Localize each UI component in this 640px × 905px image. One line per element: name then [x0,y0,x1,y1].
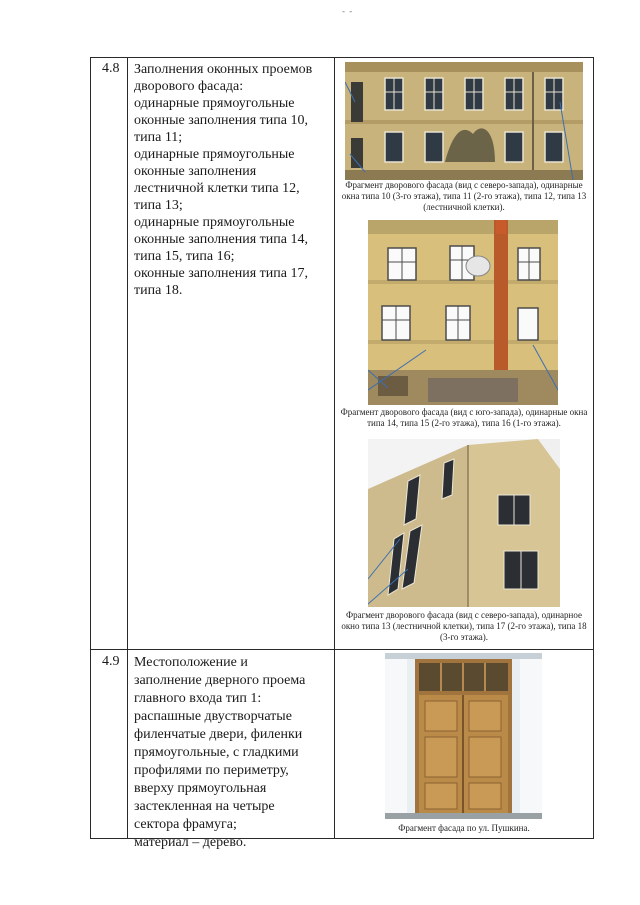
photo-caption: Фрагмент дворового фасада (вид с северо-запада), одинарное окно типа 13 (лестничной клетки), типа 17 (2-го этажа), типа 18 (3-го этажа). [341,610,587,642]
row-description: Заполнения оконных проемов дворового фасада: одинарные прямоугольные оконные заполнения типа 10, типа 11; одинарные прямоугольные оконные заполнения лестничной клетки типа 12, типа 13; одинарные прямоугольные оконные заполнения типа 14, типа 15, типа 16; оконные заполнения типа 17, типа 18. [134,62,313,298]
photo-caption: Фрагмент фасада по ул. Пушкина. [398,823,530,833]
page-mark: - - [342,6,354,16]
table-border-left [90,57,91,839]
column-divider-1 [127,57,128,839]
facade-photo-northwest-angled [368,439,560,607]
row-number: 4.8 [102,61,120,76]
row-divider [90,649,594,650]
column-divider-2 [334,57,335,839]
facade-photo-southwest [368,220,558,405]
table-border-right [593,57,594,839]
table-border-top [90,57,594,58]
row-number: 4.9 [102,654,120,669]
photo-caption: Фрагмент дворового фасада (вид с юго-запада), одинарные окна типа 14, типа 15 (2-го этажа), типа 16 (1-го этажа). [340,407,588,428]
photo-caption: Фрагмент дворового фасада (вид с северо-запада), одинарные окна типа 10 (3-го этажа), типа 11 (2-го этажа), типа 12, типа 13 (лестничной клетки). [341,180,587,212]
row-description: Местоположение и заполнение дверного проема главного входа тип 1: распашные двустворчатые филенчатые двери, филенки прямоугольные, с гладкими профилями по периметру, вверху прямоугольная застекленная на четыре сектора фрамуга; материал – дерево. [134,655,306,850]
entrance-door-photo [385,653,542,819]
facade-photo-northwest [345,62,583,180]
description-table [90,57,594,850]
